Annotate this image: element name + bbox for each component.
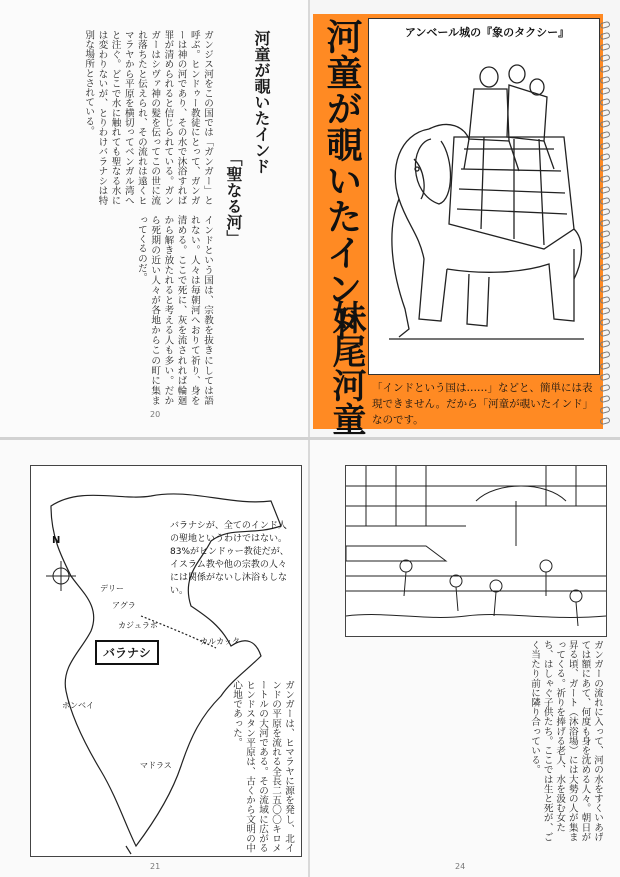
cover-quote: 「インドという国は……」などと、簡単には表現できません。だから「河童が覗いたインド」なのです。 <box>372 382 594 426</box>
page-number: 24 <box>455 862 466 871</box>
city-khajuraho: カジュラホ <box>118 621 158 630</box>
north-mark: N <box>52 535 61 546</box>
body-text-lower: インドという国は、宗教を抜きにしては語れない。人々は毎朝河へおりて祈り、身を清める。ここで死に、灰を流されれば輪廻から解き放たれると考える人も多い。だから死期の近い人々が各地からこの町に集まってくるのだ。 <box>135 215 213 405</box>
map-annotation: バラナシが、全てのインド人の聖地というわけではない。83%がヒンドゥー教徒だが、イスラム教や他の宗教の人々には関係がないし沐浴もしない。 <box>170 521 289 596</box>
essay-title: 河童が覗いたインド <box>252 30 271 174</box>
cover-caption: アンベール城の『象のタクシー』 <box>404 26 570 39</box>
book-author: 妹尾河童 <box>326 300 366 436</box>
book-title: 河童が覗いたインド <box>321 18 363 342</box>
essay-subtitle: 「聖なる河」 <box>224 150 243 246</box>
page-number: 20 <box>150 410 161 419</box>
body-text-upper: ガンジス河をこの国では「ガンガー」と呼ぶ。ヒンドゥー教徒にとって、ガンガーは神の河であり、その水で沐浴すれば罪が清められると信じられている。ガンガーはシヴァ神の髪を伝ってこの世に流れ落ちたと伝えられ、その流れは遠くヒマラヤから平原を横切ってベンガル湾へと注ぐ。どこで水に触れても聖なる水には変わりないが、とりわけバラナシは特別な場所とされている。 <box>83 30 213 205</box>
city-madras: マドラス <box>140 761 172 770</box>
city-calcutta: カルカッタ <box>200 637 240 646</box>
elephant-illustration <box>368 18 600 375</box>
elephant-drawing-icon <box>369 19 599 374</box>
page-number: 21 <box>150 862 161 871</box>
horizontal-fold <box>0 437 620 440</box>
ghat-illustration <box>345 465 607 637</box>
city-agra: アグラ <box>112 601 136 610</box>
page-24-text: ガンガーの流れに入って、河の水をすくいあげては額にあて、何度も身を沈める人々。朝日が昇る頃、ガート（沐浴場）には大勢の人が集まってくる。祈りを捧げる老人、水を汲む女たち、はしゃぐ子供たち。ここでは生と死が、ごく当たり前に隣り合っている。 <box>529 640 603 842</box>
bathing-ghat-drawing-icon <box>346 466 606 636</box>
map-page-text: ガンガーは、ヒマラヤに源を発し、北インドの平原を流れる全長二五〇〇キロメートルの大河である。その流域に広がるヒンドスタン平原は、古くから文明の中心地であった。 <box>231 680 294 853</box>
city-bombay: ボンベイ <box>62 701 94 710</box>
city-delhi: デリー <box>100 584 124 593</box>
varanasi-label: バラナシ <box>95 640 159 665</box>
